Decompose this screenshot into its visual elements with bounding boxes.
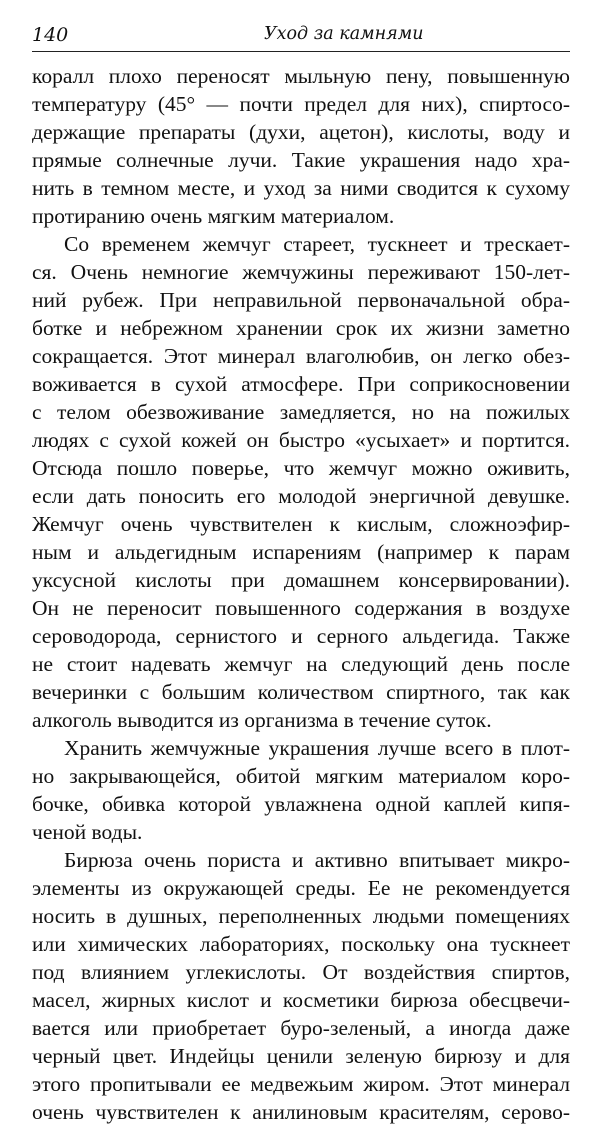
text-line: сероводорода, сернистого и серного альдегида. Также bbox=[32, 624, 570, 648]
text-line: Хранить жемчужные украшения лучше всего в плот- bbox=[64, 736, 570, 760]
header-rule bbox=[32, 51, 570, 52]
text-line: Бирюза очень пориста и активно впитывает микро- bbox=[64, 848, 570, 872]
text-line: нить в темном месте, и уход за ними сводится к сухому bbox=[32, 176, 570, 200]
text-line: этого пропитывали ее медвежьим жиром. Этот минерал bbox=[32, 1072, 570, 1096]
text-line: вечеринки с большим количеством спиртного, так как bbox=[32, 680, 570, 704]
text-line: очень чувствителен к анилиновым красителям, серово- bbox=[32, 1100, 570, 1124]
text-line: Он не переносит повышенного содержания в воздухе bbox=[32, 596, 570, 620]
text-line: алкоголь выводится из организма в течение суток. bbox=[32, 708, 492, 732]
paragraph bbox=[32, 846, 570, 1126]
text-line: людях с сухой кожей он быстро «усыхает» и портится. bbox=[32, 428, 570, 452]
text-line: уксусной кислоты при домашнем консервировании). bbox=[32, 568, 570, 592]
text-line: или химических лабораториях, поскольку она тускнеет bbox=[32, 932, 570, 956]
text-line: под влиянием углекислоты. От воздействия спиртов, bbox=[32, 960, 570, 984]
text-line: вается или приобретает буро-зеленый, а иногда даже bbox=[32, 1016, 570, 1040]
text-line: воживается в сухой атмосфере. При соприкосновении bbox=[32, 372, 570, 396]
page-number: 140 bbox=[32, 24, 69, 46]
paragraph bbox=[32, 62, 570, 230]
text-line: но закрывающейся, обитой мягким материалом коро- bbox=[32, 764, 570, 788]
text-line: с телом обезвоживание замедляется, но на пожилых bbox=[32, 400, 570, 424]
paragraph bbox=[32, 734, 570, 846]
text-line: держащие препараты (духи, ацетон), кислоты, воду и bbox=[32, 120, 570, 144]
text-line: бочке, обивка которой увлажнена одной каплей кипя- bbox=[32, 792, 570, 816]
running-header bbox=[32, 22, 570, 48]
text-line: черный цвет. Индейцы ценили зеленую бирюзу и для bbox=[32, 1044, 570, 1068]
text-line: ся. Очень немногие жемчужины переживают 150-лет- bbox=[32, 260, 570, 284]
text-line: не стоит надевать жемчуг на следующий день после bbox=[32, 652, 570, 676]
text-line: прямые солнечные лучи. Такие украшения надо хра- bbox=[32, 148, 570, 172]
text-line: ботке и небрежном хранении срок их жизни заметно bbox=[32, 316, 570, 340]
text-line: носить в душных, переполненных людьми помещениях bbox=[32, 904, 570, 928]
text-line: Отсюда пошло поверье, что жемчуг можно оживить, bbox=[32, 456, 570, 480]
text-line: масел, жирных кислот и косметики бирюза обесцвечи- bbox=[32, 988, 570, 1012]
text-line: сокращается. Этот минерал влаголюбив, он легко обез- bbox=[32, 344, 570, 368]
text-line: ченой воды. bbox=[32, 820, 143, 844]
text-line: ний рубеж. При неправильной первоначальной обра- bbox=[32, 288, 570, 312]
text-line: если дать поносить его молодой энергичной девушке. bbox=[32, 484, 570, 508]
text-line: ным и альдегидным испарениям (например к парам bbox=[32, 540, 570, 564]
text-line: Со временем жемчуг стареет, тускнеет и трескает- bbox=[64, 232, 570, 256]
text-line: коралл плохо переносят мыльную пену, повышенную bbox=[32, 64, 570, 88]
paragraph bbox=[32, 230, 570, 734]
body-text bbox=[32, 62, 570, 1126]
text-line: протиранию очень мягким материалом. bbox=[32, 204, 395, 228]
running-title: Уход за камнями bbox=[264, 24, 424, 44]
text-line: элементы из окружающей среды. Ее не рекомендуется bbox=[32, 876, 570, 900]
text-line: Жемчуг очень чувствителен к кислым, сложноэфир- bbox=[32, 512, 570, 536]
text-line: температуру (45° — почти предел для них), спиртосо- bbox=[32, 92, 570, 116]
